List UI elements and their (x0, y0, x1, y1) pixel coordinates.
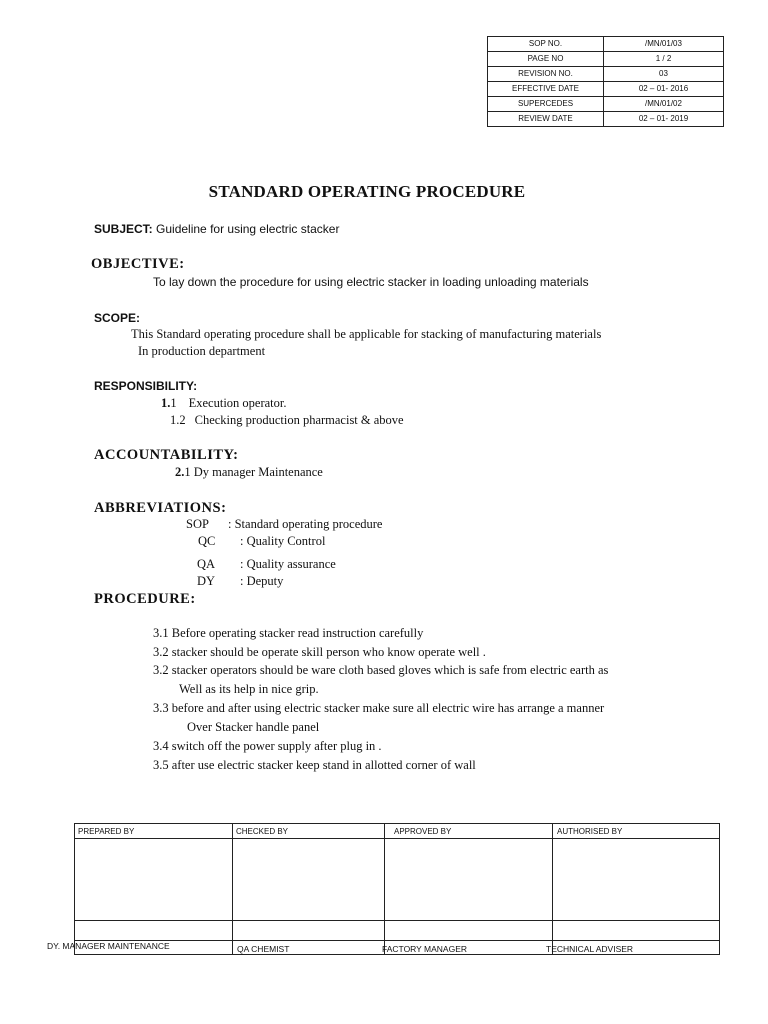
procedure-step: 3.5 after use electric stacker keep stand in allotted corner of wall (153, 758, 476, 772)
signature-table (74, 823, 720, 955)
procedure-step: 3.2 stacker should be operate skill person who know operate well . (153, 645, 486, 659)
signature-footer-checked-by: QA CHEMIST (237, 944, 290, 954)
signature-header-prepared-by: PREPARED BY (78, 827, 135, 836)
info-label: REVISION NO. (488, 67, 604, 82)
signature-footer-divider (75, 920, 719, 921)
info-value: 03 (604, 67, 724, 82)
info-value: 02 – 01- 2019 (604, 112, 724, 127)
responsibility-item (161, 396, 287, 411)
info-row-revision-no (488, 67, 724, 82)
item-text: Execution operator. (188, 396, 287, 410)
info-value: /MN/01/03 (604, 37, 724, 52)
abbreviation-meaning: : Quality assurance (240, 557, 336, 571)
accountability-item (175, 465, 323, 480)
item-text: 1 Dy manager Maintenance (184, 465, 323, 479)
signature-header-checked-by: CHECKED BY (236, 827, 289, 836)
subject-line (94, 222, 339, 236)
abbreviation-term: DY (197, 574, 216, 588)
abbreviations-heading: ABBREVIATIONS: (94, 500, 227, 516)
info-row-page-no (488, 52, 724, 67)
subject-text: Guideline for using electric stacker (156, 222, 340, 236)
responsibility-item (170, 413, 404, 428)
scope-text-line-1: This Standard operating procedure shall be applicable for stacking of manufacturing materials (131, 327, 602, 341)
item-number: 1.2 (170, 413, 186, 427)
subject-label: SUBJECT: (94, 222, 153, 236)
scope-text-line-2: In production department (138, 344, 266, 358)
signature-footer-approved-by: FACTORY MANAGER (382, 944, 468, 954)
item-number: 1 (170, 396, 177, 410)
info-row-supercedes (488, 97, 724, 112)
item-number-bold: 1. (161, 396, 171, 410)
abbreviation-term: SOP (186, 517, 209, 531)
responsibility-heading: RESPONSIBILITY: (94, 379, 198, 393)
abbreviation-meaning: : Standard operating procedure (228, 517, 383, 531)
info-label: PAGE NO (488, 52, 604, 67)
info-label: SUPERCEDES (488, 97, 604, 112)
abbreviation-term: QC (198, 534, 216, 548)
signature-header-authorised-by: AUTHORISED BY (557, 827, 623, 836)
item-number-bold: 2. (175, 465, 185, 479)
info-value: 1 / 2 (604, 52, 724, 67)
scope-heading: SCOPE: (94, 311, 141, 325)
info-row-effective-date (488, 82, 724, 97)
info-row-sop-no (488, 37, 724, 52)
info-row-review-date (488, 112, 724, 127)
abbreviation-term: QA (197, 557, 216, 571)
info-value: 02 – 01- 2016 (604, 82, 724, 97)
signature-footer-prepared-by: DY. MANAGER MAINTENANCE (47, 941, 170, 951)
objective-heading: OBJECTIVE: (91, 256, 185, 272)
signature-column-divider (384, 824, 385, 954)
abbreviation-meaning: : Quality Control (240, 534, 326, 548)
signature-header-divider (75, 838, 719, 839)
info-value: /MN/01/02 (604, 97, 724, 112)
procedure-step: 3.3 before and after using electric stacker make sure all electric wire has arrange a manner (153, 701, 605, 715)
procedure-step: 3.2 stacker operators should be ware cloth based gloves which is safe from electric earth as (153, 663, 609, 677)
signature-column-divider (232, 824, 233, 954)
abbreviation-meaning: : Deputy (240, 574, 284, 588)
procedure-step-continuation: Well as its help in nice grip. (179, 682, 319, 696)
sop-info-table (487, 36, 724, 127)
procedure-step-continuation: Over Stacker handle panel (187, 720, 320, 734)
signature-header-approved-by: APPROVED BY (394, 827, 452, 836)
info-label: SOP NO. (488, 37, 604, 52)
page-title: STANDARD OPERATING PROCEDURE (208, 182, 526, 201)
accountability-heading: ACCOUNTABILITY: (94, 447, 239, 463)
item-text: Checking production pharmacist & above (194, 413, 404, 427)
signature-footer-authorised-by: TECHNICAL ADVISER (546, 944, 634, 954)
procedure-step: 3.1 Before operating stacker read instruction carefully (153, 626, 424, 640)
info-label: REVIEW DATE (488, 112, 604, 127)
procedure-step: 3.4 switch off the power supply after plug in . (153, 739, 382, 753)
signature-footer-divider (75, 940, 719, 941)
objective-text: To lay down the procedure for using electric stacker in loading unloading materials (153, 275, 589, 289)
signature-column-divider (552, 824, 553, 954)
procedure-heading: PROCEDURE: (94, 591, 196, 607)
info-label: EFFECTIVE DATE (488, 82, 604, 97)
